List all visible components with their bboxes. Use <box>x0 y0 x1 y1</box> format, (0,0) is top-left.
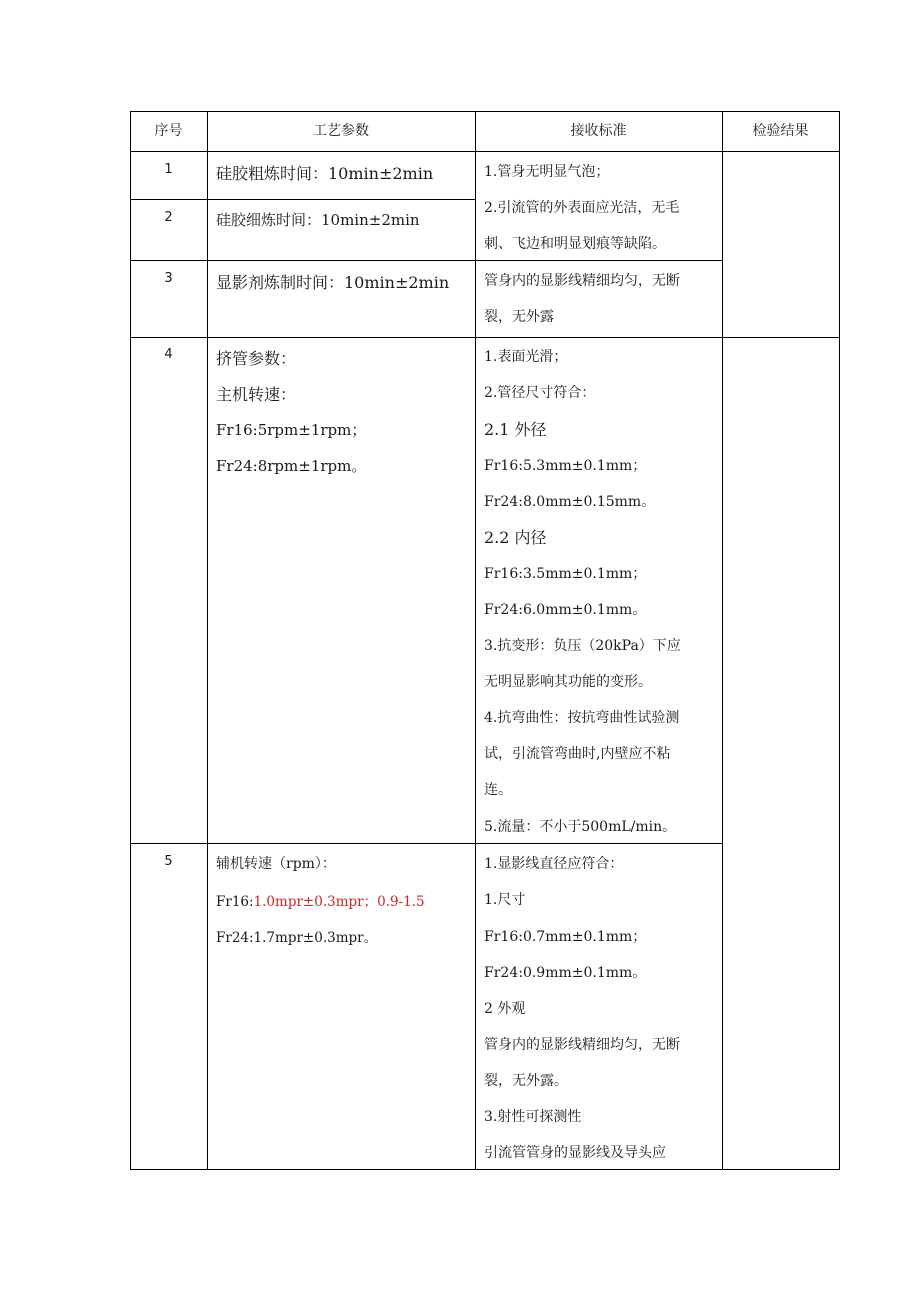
standard-text: 刺、飞边和明显划痕等缺陷。 <box>484 236 666 252</box>
standard-text: 试，引流管弯曲时,内壁应不粘 <box>484 746 671 762</box>
header-param: 工艺参数 <box>313 123 369 139</box>
standard-text: 1.显影线直径应符合： <box>484 856 624 872</box>
row-divider <box>130 843 722 844</box>
standard-text: 裂，无外露。 <box>484 1073 568 1089</box>
standard-text: 2.1 外径 <box>484 420 547 439</box>
table-border-bottom <box>130 1169 840 1170</box>
header-no: 序号 <box>154 123 183 139</box>
standard-text: Fr24:6.0mm±0.1mm。 <box>484 602 647 618</box>
standard-text: Fr24:0.9mm±0.1mm。 <box>484 965 647 981</box>
standard-text: 无明显影响其功能的变形。 <box>484 674 652 690</box>
standard-text: 1.管身无明显气泡； <box>484 164 610 180</box>
header-result: 检验结果 <box>752 123 809 139</box>
col-divider <box>475 111 476 1170</box>
row-number: 4 <box>164 347 173 362</box>
row-divider <box>130 260 722 261</box>
standard-text: 1.表面光滑； <box>484 349 568 365</box>
standard-text: Fr16:3.5mm±0.1mm； <box>484 566 647 582</box>
row-number: 5 <box>164 854 173 869</box>
header-standard: 接收标准 <box>570 123 627 139</box>
standard-text: 2.管径尺寸符合： <box>484 385 596 401</box>
highlighted-value: 1.0mpr±0.3mpr；0.9-1.5 <box>253 894 425 910</box>
param-text: 挤管参数： <box>216 349 297 368</box>
table-border-left <box>130 111 131 1170</box>
standard-text: 连。 <box>484 782 512 798</box>
param-text: 辅机转速（rpm）： <box>216 856 336 872</box>
standard-text: 管身内的显影线精细均匀，无断 <box>484 273 680 289</box>
param-text: Fr24:1.7mpr±0.3mpr。 <box>216 930 378 946</box>
row-divider <box>130 199 475 200</box>
param-label: Fr16: <box>216 894 254 910</box>
col-divider <box>207 111 208 1170</box>
param-text <box>216 890 425 910</box>
param-text: Fr16:5rpm±1rpm； <box>216 421 367 439</box>
standard-text: 2 外观 <box>484 1001 526 1017</box>
row-divider <box>130 337 840 338</box>
standard-text: Fr24:8.0mm±0.15mm。 <box>484 494 656 510</box>
row-number: 1 <box>164 162 173 177</box>
standard-text: Fr16:0.7mm±0.1mm； <box>484 929 647 945</box>
inspection-table <box>130 111 840 1170</box>
standard-text: 裂，无外露 <box>484 309 554 325</box>
standard-text: 4.抗弯曲性：按抗弯曲性试验测 <box>484 710 680 726</box>
standard-text: 2.引流管的外表面应光洁，无毛 <box>484 200 680 216</box>
standard-text: 5.流量：不小于500mL/min。 <box>484 819 677 835</box>
standard-text: Fr16:5.3mm±0.1mm； <box>484 458 647 474</box>
standard-text: 管身内的显影线精细均匀，无断 <box>484 1037 680 1053</box>
param-text: 主机转速： <box>216 385 297 404</box>
col-divider <box>722 111 723 1170</box>
table-border-right <box>839 111 840 1170</box>
row-number: 3 <box>164 271 173 286</box>
row-divider <box>130 151 840 152</box>
standard-text: 2.2 内径 <box>484 528 547 547</box>
param-text: 硅胶粗炼时间：10min±2min <box>216 164 434 183</box>
row-number: 2 <box>164 210 173 225</box>
param-text: 硅胶细炼时间：10min±2min <box>216 211 420 229</box>
standard-text: 引流管管身的显影线及导头应 <box>484 1145 666 1161</box>
standard-text: 3.射性可探测性 <box>484 1109 582 1125</box>
standard-text: 1.尺寸 <box>484 892 526 908</box>
standard-text: 3.抗变形：负压（20kPa）下应 <box>484 638 681 654</box>
param-text: 显影剂炼制时间：10min±2min <box>216 273 450 292</box>
param-text: Fr24:8rpm±1rpm。 <box>216 457 367 475</box>
